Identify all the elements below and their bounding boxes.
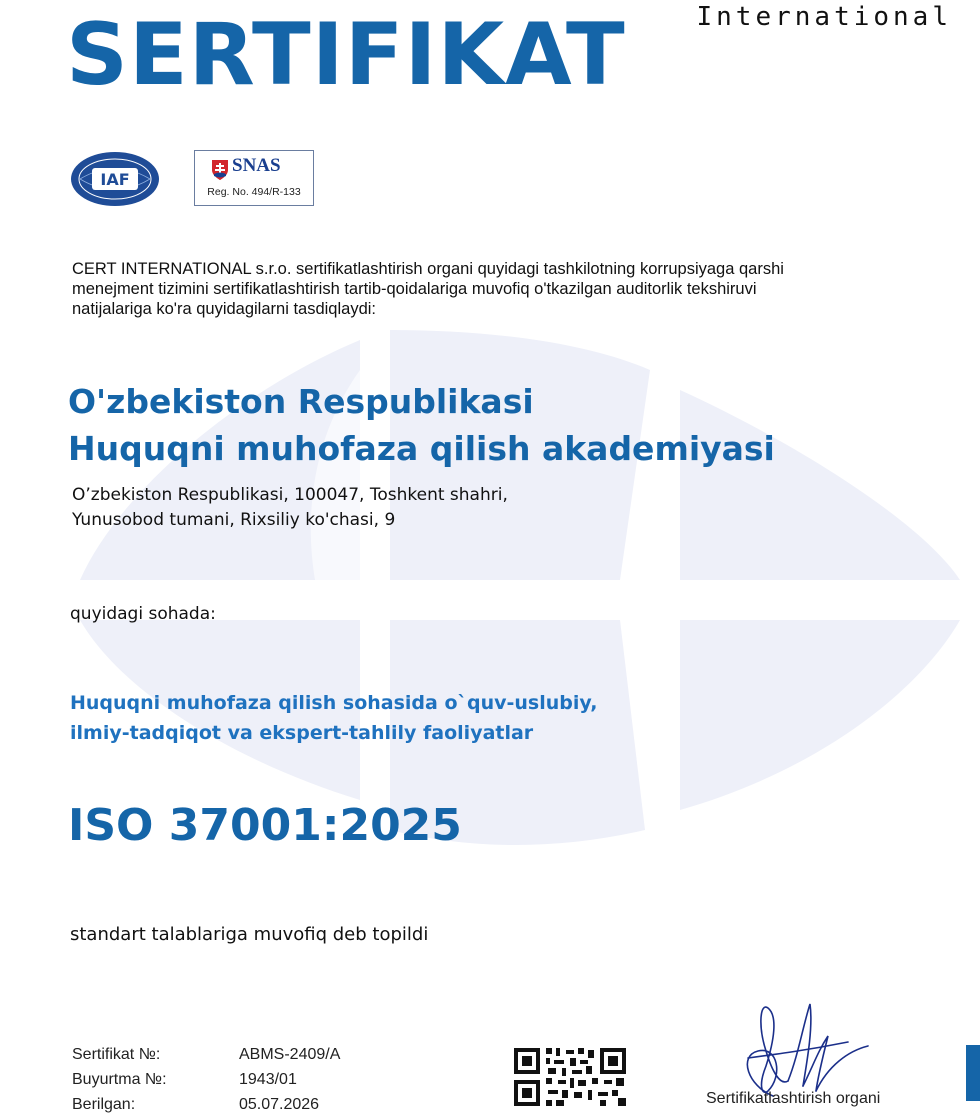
qr-code-icon bbox=[512, 1046, 628, 1106]
corner-accent bbox=[966, 1045, 980, 1101]
address-line1: O’zbekiston Respublikasi, 100047, Toshkent shahri, bbox=[72, 485, 508, 505]
snas-logo-text: SNAS bbox=[232, 155, 281, 176]
organization-name-line1: O'zbekiston Respublikasi bbox=[68, 382, 534, 421]
issue-date-value: 05.07.2026 bbox=[239, 1096, 320, 1113]
signature-label: Sertifikatlashtirish organi bbox=[706, 1090, 881, 1107]
standard-name: ISO 37001:2025 bbox=[68, 800, 462, 851]
address-line2: Yunusobod tumani, Rixsiliy ko'chasi, 9 bbox=[72, 510, 396, 530]
shield-icon bbox=[211, 159, 229, 181]
issue-date-label: Berilgan: bbox=[72, 1096, 136, 1113]
snas-logo bbox=[194, 150, 314, 206]
cert-number-label: Sertifikat №: bbox=[72, 1046, 161, 1063]
scope-intro: quyidagi sohada: bbox=[70, 604, 216, 624]
scope-description bbox=[70, 688, 598, 748]
iaf-logo-text: IAF bbox=[100, 170, 130, 189]
signature-image bbox=[718, 996, 878, 1101]
organization-name bbox=[68, 378, 968, 472]
snas-reg-number: Reg. No. 494/R-133 bbox=[207, 186, 301, 198]
iaf-logo bbox=[70, 150, 160, 208]
conformity-statement: standart talablariga muvofiq deb topildi bbox=[70, 924, 429, 945]
scope-line1: Huquqni muhofaza qilish sohasida o`quv-uslubiy, bbox=[70, 692, 598, 714]
order-number-label: Buyurtma №: bbox=[72, 1071, 167, 1088]
certificate-title: SERTIFIKAT bbox=[66, 5, 626, 105]
organization-name-line2: Huquqni muhofaza qilish akademiyasi bbox=[68, 429, 775, 468]
scope-line2: ilmiy-tadqiqot va ekspert-tahlily faoliyatlar bbox=[70, 722, 534, 744]
cert-number-value: ABMS-2409/A bbox=[239, 1046, 341, 1063]
organization-address bbox=[72, 483, 508, 533]
intro-paragraph: CERT INTERNATIONAL s.r.o. sertifikatlashtirish organi quyidagi tashkilotning korrupsiyaga qarshi menejment tizimini sertifikatlashtirish tartib-qoidalariga muvofiq o'tkazilgan auditorlik tekshiruvi natijalariga ko'ra quyidagilarni tasdiqlaydi: bbox=[72, 260, 784, 318]
brand-name: International bbox=[696, 2, 952, 32]
order-number-value: 1943/01 bbox=[239, 1071, 297, 1088]
